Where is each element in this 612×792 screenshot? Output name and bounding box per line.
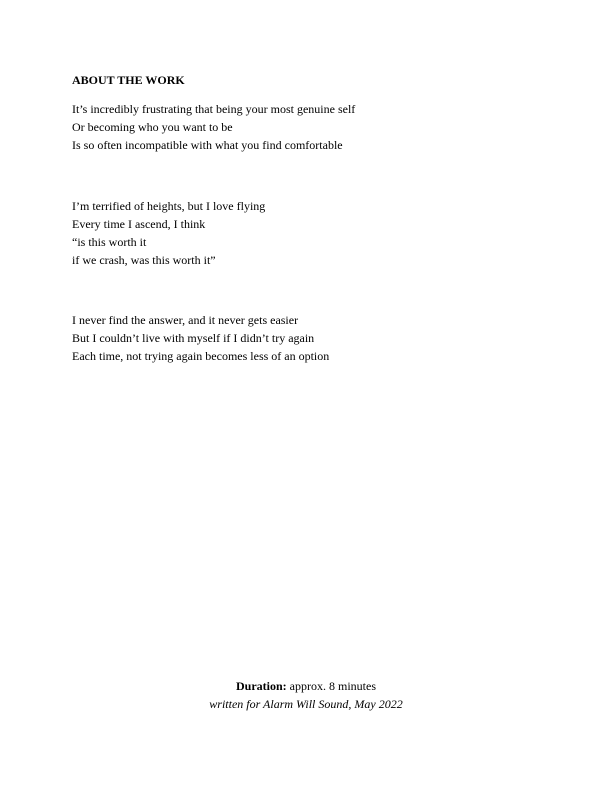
credit-line: written for Alarm Will Sound, May 2022	[209, 697, 403, 711]
poem-line: It’s incredibly frustrating that being your most genuine self	[72, 102, 356, 116]
poem-line: But I couldn’t live with myself if I didn’t try again	[72, 331, 315, 345]
duration-label: Duration:	[236, 679, 287, 693]
poem-line: I never find the answer, and it never gets easier	[72, 313, 299, 327]
poem-line: Is so often incompatible with what you find comfortable	[72, 138, 343, 152]
poem-line: I’m terrified of heights, but I love flying	[72, 199, 266, 213]
poem-line: if we crash, was this worth it”	[72, 253, 216, 267]
stanza	[72, 100, 355, 154]
duration-line	[0, 677, 612, 695]
stanza	[72, 197, 265, 269]
poem-line: Every time I ascend, I think	[72, 217, 206, 231]
poem-line: Each time, not trying again becomes less of an option	[72, 349, 330, 363]
poem-line: “is this worth it	[72, 235, 147, 249]
stanza	[72, 311, 329, 365]
poem-line: Or becoming who you want to be	[72, 120, 233, 134]
section-heading: ABOUT THE WORK	[72, 73, 185, 87]
duration-value: approx. 8 minutes	[289, 679, 376, 693]
